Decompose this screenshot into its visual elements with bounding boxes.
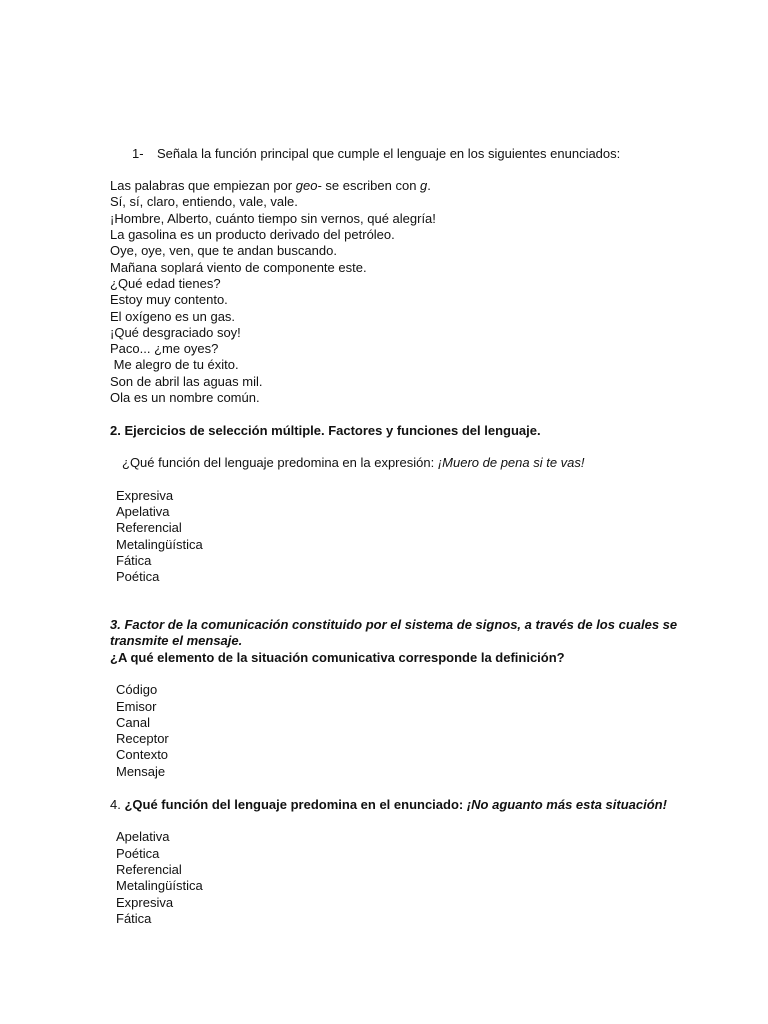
q2-option: Poética (116, 569, 160, 584)
q3-option: Mensaje (116, 764, 166, 779)
q4-question-quote: ¡No aguanto más esta situación! (466, 797, 667, 812)
q1-statement: ¡Qué desgraciado soy! (110, 325, 241, 340)
q1-statement: Sí, sí, claro, entiendo, vale, vale. (110, 194, 298, 209)
q1-statement-italic: geo- (295, 178, 322, 193)
q3-option: Contexto (116, 747, 169, 762)
q1-statement: Paco... ¿me oyes? (110, 341, 219, 356)
q1-statement-text: Las palabras que empiezan por (110, 178, 296, 193)
q1-statement: Me alegro de tu éxito. (110, 357, 239, 372)
q4-option: Referencial (116, 862, 182, 877)
q1-statement: La gasolina es un producto derivado del petróleo. (110, 227, 395, 242)
q4-option: Metalingüística (116, 878, 203, 893)
q4-option: Poética (116, 846, 160, 861)
q4-number: 4. (110, 797, 125, 812)
q1-statement: ¿Qué edad tienes? (110, 276, 221, 291)
q2-option: Metalingüística (116, 537, 203, 552)
q1-title (132, 146, 620, 162)
q1-statement-italic: g (420, 178, 428, 193)
q1-statement: Mañana soplará viento de componente este. (110, 260, 367, 275)
q3-option: Emisor (116, 699, 157, 714)
q4-option: Apelativa (116, 829, 170, 844)
q1-statement (110, 178, 431, 194)
q2-option: Apelativa (116, 504, 170, 519)
q3-option: Receptor (116, 731, 169, 746)
q2-option: Fática (116, 553, 152, 568)
q2-question-quote: ¡Muero de pena si te vas! (437, 455, 585, 470)
q4-option: Expresiva (116, 895, 174, 910)
q1-statement: Estoy muy contento. (110, 292, 228, 307)
q1-statement: El oxígeno es un gas. (110, 309, 236, 324)
q2-title: 2. Ejercicios de selección múltiple. Factores y funciones del lenguaje. (110, 423, 541, 438)
q4-question (110, 797, 667, 813)
q3-title-line1: 3. Factor de la comunicación constituido por el sistema de signos, a través de los cuales se (110, 617, 678, 632)
q3-question: ¿A qué elemento de la situación comunicativa corresponde la definición? (110, 650, 565, 665)
q4-question-text: ¿Qué función del lenguaje predomina en el enunciado: (124, 797, 467, 812)
q3-option: Código (116, 682, 158, 697)
q1-number: 1- (132, 146, 144, 161)
q1-statement: Son de abril las aguas mil. (110, 374, 263, 389)
q1-statement: ¡Hombre, Alberto, cuánto tiempo sin vernos, qué alegría! (110, 211, 436, 226)
q2-question-text: ¿Qué función del lenguaje predomina en la expresión: (122, 455, 438, 470)
q2-option: Referencial (116, 520, 182, 535)
q3-title-line2: transmite el mensaje. (110, 633, 243, 648)
q2-option: Expresiva (116, 488, 174, 503)
q1-prompt: Señala la función principal que cumple el lenguaje en los siguientes enunciados: (157, 146, 621, 161)
q4-option: Fática (116, 911, 152, 926)
q1-statement-text: se escriben con (321, 178, 421, 193)
q2-question (122, 455, 585, 471)
q3-option: Canal (116, 715, 150, 730)
q1-statement-text: . (427, 178, 431, 193)
q1-statement: Ola es un nombre común. (110, 390, 260, 405)
q1-statement: Oye, oye, ven, que te andan buscando. (110, 243, 337, 258)
